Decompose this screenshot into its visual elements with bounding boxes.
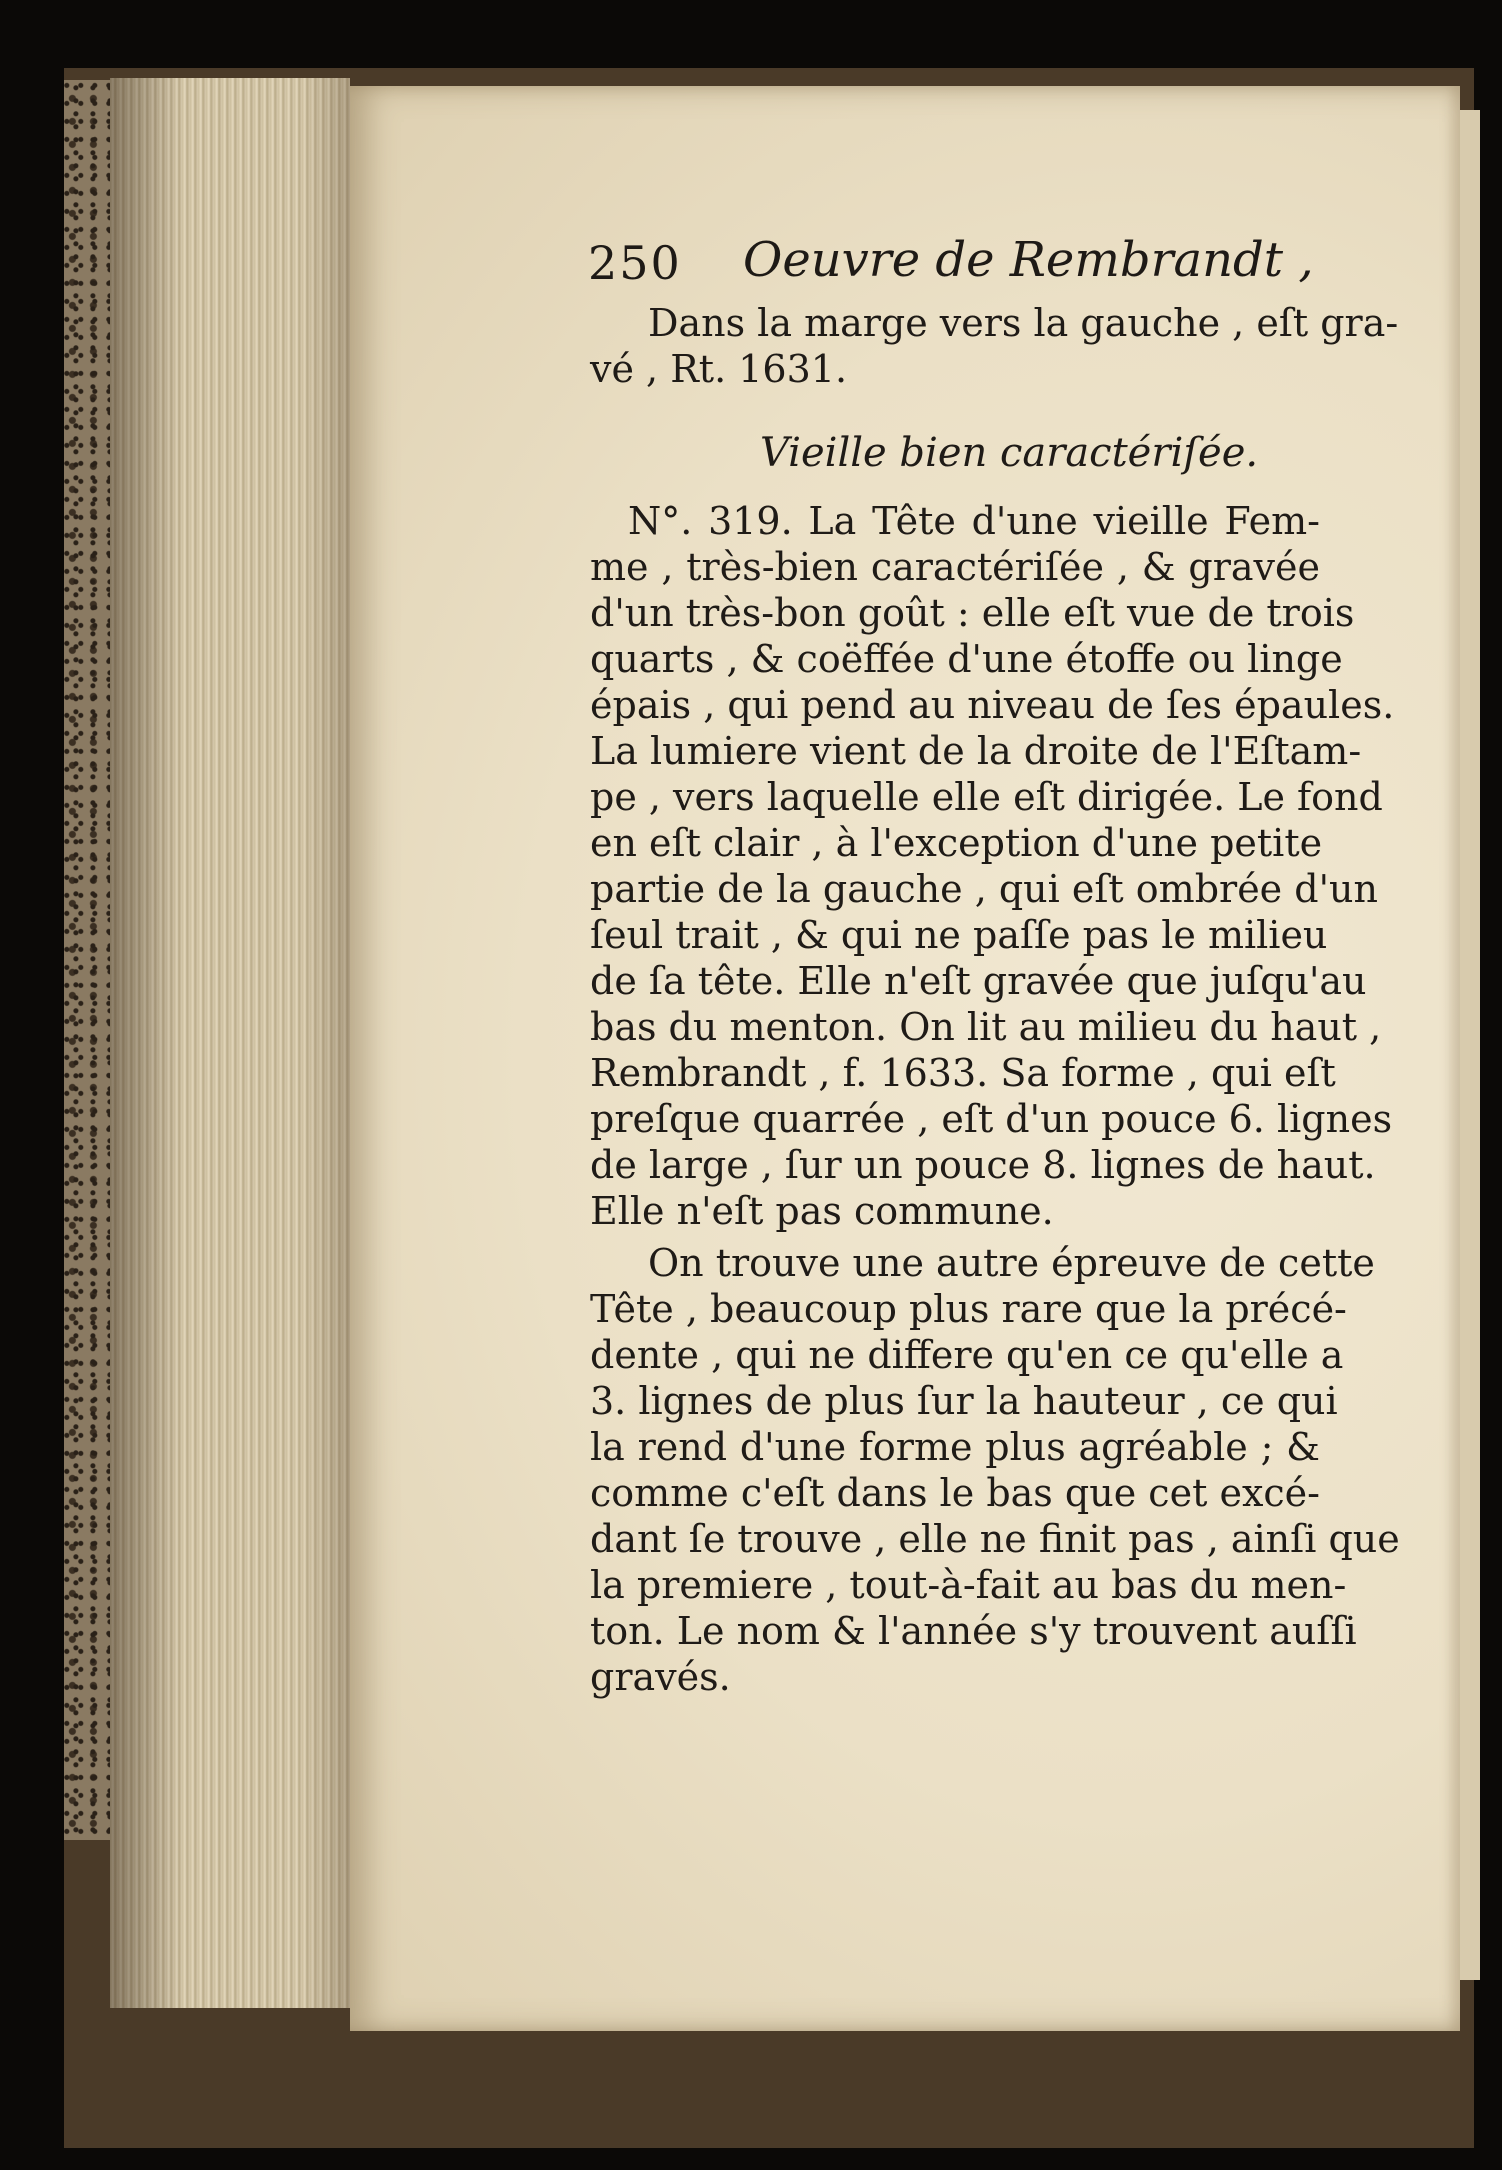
text-line: pe , vers laquelle elle eſt dirigée. Le fond <box>590 775 1383 819</box>
text-line: Tête , beaucoup plus rare que la précé- <box>590 1287 1347 1331</box>
text-line: me , très-bien caractériſée , & gravée <box>590 545 1320 589</box>
running-title: Oeuvre de Rembrandt , <box>743 232 1314 288</box>
text-line: preſque quarrée , eſt d'un pouce 6. lignes <box>590 1097 1393 1141</box>
text-line: 3. lignes de plus ſur la hauteur , ce qui <box>590 1379 1338 1423</box>
text-line: bas du menton. On lit au milieu du haut , <box>590 1005 1382 1049</box>
text-line: la rend d'une forme plus agréable ; & <box>590 1425 1320 1469</box>
text-line: Elle n'eſt pas commune. <box>590 1189 1054 1233</box>
text-line: On trouve une autre épreuve de cette <box>648 1241 1375 1285</box>
text-line: en eſt clair , à l'exception d'une petite <box>590 821 1323 865</box>
page-header <box>588 232 1348 296</box>
text-line: d'un très-bon goût : elle eſt vue de trois <box>590 591 1355 635</box>
text-line: comme c'eſt dans le bas que cet excé- <box>590 1471 1320 1515</box>
text-line: quarts , & coëffée d'une étoffe ou linge <box>590 637 1343 681</box>
text-line: la premiere , tout-à-fait au bas du men- <box>590 1563 1347 1607</box>
text-line: Rembrandt , f. 1633. Sa forme , qui eſt <box>590 1051 1336 1095</box>
text-line: dente , qui ne differe qu'en ce qu'elle a <box>590 1333 1344 1377</box>
page-edges-shadow <box>110 78 350 2008</box>
text-line: dant ſe trouve , elle ne finit pas , ainſi que <box>590 1517 1400 1561</box>
text-line: Dans la marge vers la gauche , eſt gra- <box>648 301 1399 345</box>
text-line: épais , qui pend au niveau de ſes épaules. <box>590 683 1395 727</box>
text-line: La lumiere vient de la droite de l'Eſtam- <box>590 729 1362 773</box>
facing-page-edge <box>1458 110 1480 1980</box>
text-line: partie de la gauche , qui eſt ombrée d'un <box>590 867 1378 911</box>
page-number: 250 <box>588 236 682 290</box>
text-line: ton. Le nom & l'année s'y trouvent auſſi <box>590 1609 1357 1653</box>
section-subheading: Vieille bien caractériſée. <box>760 430 1259 476</box>
text-line: gravés. <box>590 1655 731 1699</box>
text-line: N°. 319. La Tête d'une vieille Fem- <box>628 499 1320 543</box>
text-line: ſeul trait , & qui ne paſſe pas le milieu <box>590 913 1328 957</box>
text-line: de ſa tête. Elle n'eſt gravée que juſqu'au <box>590 959 1367 1003</box>
text-line: vé , Rt. 1631. <box>590 347 848 391</box>
text-line: de large , ſur un pouce 8. lignes de haut. <box>590 1143 1376 1187</box>
